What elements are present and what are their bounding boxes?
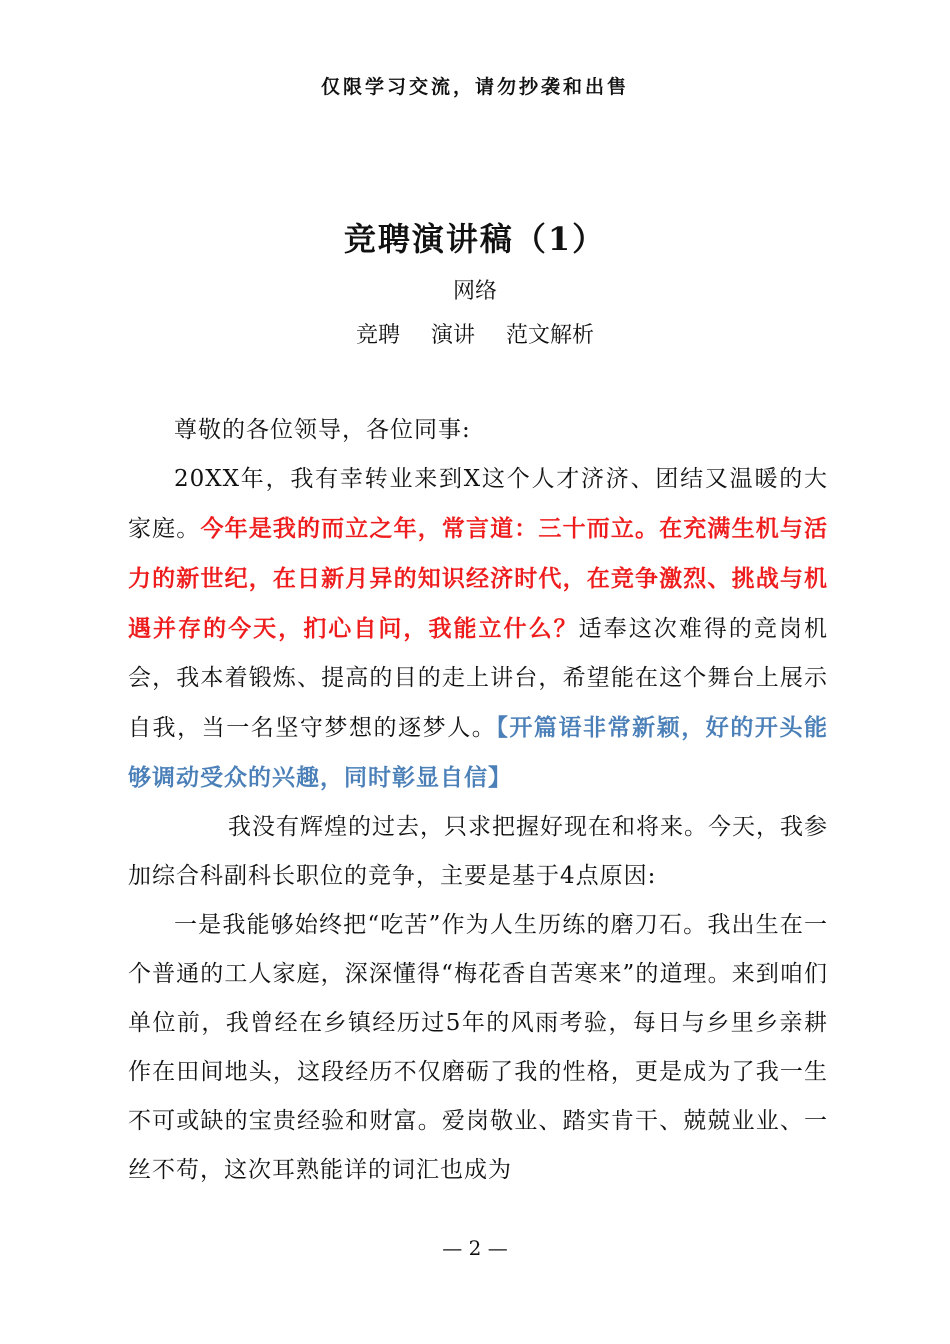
tag: 范文解析 [506, 323, 595, 348]
page-number: — 2 — [442, 1236, 508, 1260]
greeting-paragraph: 尊敬的各位领导，各位同事: [174, 417, 471, 443]
highlighted-text: 今年是我的而立之年，常言道：三十而立。在充满生机与活力的新世纪，在日新月异的知识经济时代，在竞争激烈、挑战与机遇并存的今天，扪心自问，我能立什么？ [128, 515, 829, 642]
document-title: 竞聘演讲稿（1） [343, 220, 607, 258]
intro-continuation: 适奉这次难得的竞岗机会，我本着锻炼、提高的目的走上讲台，希望能在这个舞台上展示自我，当一名坚守梦想的逐梦人。 [128, 616, 829, 741]
document-tags [0, 318, 950, 349]
intro-paragraph [128, 455, 828, 803]
document-body [128, 406, 828, 1195]
tag: 演讲 [430, 323, 475, 348]
document-author: 网络 [452, 279, 497, 304]
header-notice: 仅限学习交流，请勿抄袭和出售 [320, 76, 629, 98]
tag: 竞聘 [355, 323, 400, 348]
intro-text: 20XX年，我有幸转业来到X这个人才济济、团结又温暖的大家庭。 [128, 466, 828, 542]
reasons-intro-paragraph: 我没有辉煌的过去，只求把握好现在和将来。今天，我参加综合科副科长职位的竞争，主要是基于4点原因: [128, 814, 828, 889]
reason-one-paragraph: 一是我能够始终把“吃苦”作为人生历练的磨刀石。我出生在一个普通的工人家庭，深深懂得“梅花香自苦寒来”的道理。来到咱们单位前，我曾经在乡镇经历过5年的风雨考验，每日与乡里乡亲耕作在田间地头，这段经历不仅磨砺了我的性格，更是成为了我一生不可或缺的宝贵经验和财富。爱岗敬业、踏实肯干、兢兢业业、一丝不苟，这次耳熟能详的词汇也成为 [128, 912, 828, 1183]
annotation-comment: 【开篇语非常新颖，好的开头能够调动受众的兴趣，同时彰显自信】 [128, 714, 829, 791]
